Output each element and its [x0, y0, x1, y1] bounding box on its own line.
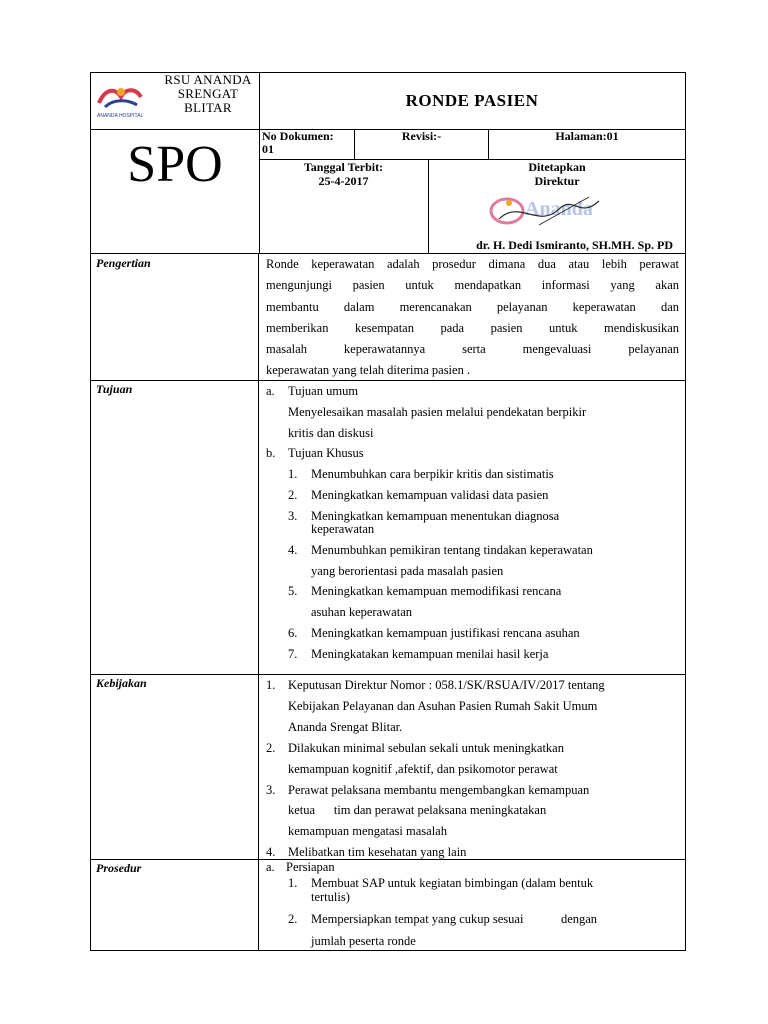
- list-item: [266, 675, 679, 738]
- hospital-name-line-2: SRENGAT: [177, 86, 239, 101]
- section-tujuan: [91, 381, 685, 675]
- ditetapkan-cell: [429, 159, 685, 253]
- no-dokumen-label: No Dokumen:: [262, 129, 334, 143]
- document-title: RONDE PASIEN: [259, 73, 685, 130]
- list-number: 5.: [288, 584, 298, 599]
- list-number: 2.: [288, 487, 298, 502]
- list-item: [288, 644, 679, 665]
- list-item: [266, 381, 679, 402]
- list-item: [266, 443, 679, 464]
- section-label: Tujuan: [91, 381, 259, 674]
- list-item: [288, 464, 679, 485]
- list-number: 3.: [288, 508, 298, 523]
- header-left: [91, 73, 260, 253]
- persiapan-list: [266, 876, 679, 952]
- section-kebijakan: [91, 675, 685, 860]
- section-label: Prosedur: [91, 860, 259, 950]
- list-number: 2.: [288, 912, 298, 926]
- tujuan-khusus-title: Tujuan Khusus: [288, 446, 364, 461]
- pengertian-line: mengunjungi pasien untuk mendapatkan informasi yang akan: [266, 278, 679, 293]
- list-text: Dilakukan minimal sebulan sekali untuk meningkatkan kemampuan kognitif ,afektif, dan psikomotor perawat: [288, 740, 564, 776]
- hospital-logo-icon: [95, 83, 147, 119]
- list-marker: a.: [266, 860, 275, 874]
- list-item: [266, 738, 679, 780]
- list-text: Keputusan Direktur Nomor : 058.1/SK/RSUA/IV/2017 tentang Kebijakan Pelayanan dan Asuhan Pasien Rumah Sakit Umum Ananda Srengat Blitar.: [288, 678, 605, 734]
- list-text: Melibatkan tim kesehatan yang lain: [288, 845, 467, 860]
- signature-stamp-icon: [479, 189, 629, 235]
- list-number: 4.: [288, 542, 298, 557]
- text-line: kritis dan diskusi: [288, 425, 374, 440]
- list-item: [288, 485, 679, 506]
- pengertian-line: masalah keperawatannya serta mengevaluasi pelayanan: [266, 342, 679, 357]
- hospital-name-line-3: BLITAR: [184, 100, 232, 115]
- list-number: 1.: [288, 467, 298, 482]
- text-line: Menyelesaikan masalah pasien melalui pendekatan berpikir: [288, 404, 587, 419]
- tujuan-umum-text: [266, 402, 679, 444]
- list-text: Mempersiapkan tempat yang cukup sesuai dengan jumlah peserta ronde: [311, 912, 598, 948]
- tujuan-umum-title: Tujuan umum: [288, 384, 359, 398]
- pengertian-line: keperawatan yang telah diterima pasien .: [266, 363, 471, 378]
- tanggal-label: Tanggal Terbit:: [303, 160, 384, 174]
- list-number: 1.: [266, 678, 276, 692]
- tujuan-khusus-list: [266, 464, 679, 664]
- document-header: [91, 73, 685, 254]
- director-name: dr. H. Dedi Ismiranto, SH.MH. Sp. PD: [476, 238, 673, 252]
- section-body: [259, 675, 685, 859]
- list-item: [288, 581, 679, 623]
- tanggal-terbit-cell: [259, 159, 429, 253]
- pengertian-line: membantu dalam merencanakan pelayanan keperawatan dan: [266, 299, 679, 314]
- section-label: Kebijakan: [91, 675, 259, 859]
- pengertian-line: Ronde keperawatan adalah prosedur dimana dua atau lebih perawat: [266, 257, 679, 271]
- list-number: 4.: [266, 845, 276, 860]
- list-item: [288, 876, 679, 904]
- tanggal-value: 25-4-2017: [318, 174, 369, 188]
- meta-row: [259, 129, 685, 160]
- list-item: [288, 540, 679, 582]
- list-text: Perawat pelaksana membantu mengembangkan kemampuan ketua tim dan perawat pelaksana meningkatakan kemampuan mengatasi masalah: [288, 782, 590, 839]
- list-number: 2.: [266, 740, 276, 755]
- revisi-cell: Revisi:-: [355, 129, 489, 159]
- list-text: Menumbuhkan pemikiran tentang tindakan keperawatan yang berorientasi pada masalah pasien: [311, 542, 593, 578]
- direktur-label: Direktur: [534, 174, 580, 188]
- list-item: [288, 623, 679, 644]
- list-text: Meningkatkan kemampuan validasi data pasien: [311, 487, 549, 502]
- list-marker: a.: [266, 384, 275, 398]
- list-item: [266, 780, 679, 843]
- list-text: Meningkatkan kemampuan memodifikasi rencana asuhan keperawatan: [311, 584, 562, 620]
- list-marker: b.: [266, 446, 276, 461]
- list-text: Membuat SAP untuk kegiatan bimbingan (dalam bentuk tertulis): [311, 876, 594, 904]
- section-body: [259, 254, 685, 380]
- list-number: 7.: [288, 646, 298, 661]
- ditetapkan-label: Ditetapkan: [528, 160, 586, 174]
- list-number: 3.: [266, 782, 276, 797]
- list-text: Meningkatkan kemampuan justifikasi rencana asuhan: [311, 625, 580, 640]
- list-text: Menumbuhkan cara berpikir kritis dan sistimatis: [311, 467, 554, 482]
- no-dokumen-value: 01: [262, 142, 274, 156]
- section-label: Pengertian: [91, 254, 259, 380]
- hospital-logo-box: [91, 73, 259, 130]
- section-body: [259, 860, 685, 950]
- list-number: 1.: [288, 876, 298, 890]
- section-body: [259, 381, 685, 674]
- list-item: [288, 510, 679, 536]
- list-item: [288, 908, 679, 952]
- pengertian-line: memberikan kesempatan pada pasien untuk mendiskusikan: [266, 320, 679, 335]
- list-text: Meningkatkan kemampuan menentukan diagnosa keperawatan: [311, 508, 560, 536]
- no-dokumen-cell: [259, 129, 355, 159]
- stamp-text: Ananda: [525, 198, 593, 220]
- halaman-cell: Halaman:01: [555, 129, 619, 143]
- logo-caption: ANANDA HOSPITAL: [97, 113, 144, 119]
- section-pengertian: [91, 254, 685, 381]
- spo-document: [90, 72, 686, 951]
- section-prosedur: [91, 860, 685, 950]
- list-text: Meningkatakan kemampuan menilai hasil kerja: [311, 646, 549, 661]
- doc-type-label: SPO: [127, 136, 223, 193]
- hospital-name: [153, 73, 263, 115]
- hospital-name-line-1: RSU ANANDA: [164, 72, 252, 87]
- list-item: [266, 860, 679, 874]
- list-number: 6.: [288, 625, 298, 640]
- persiapan-title: Persiapan: [286, 860, 335, 874]
